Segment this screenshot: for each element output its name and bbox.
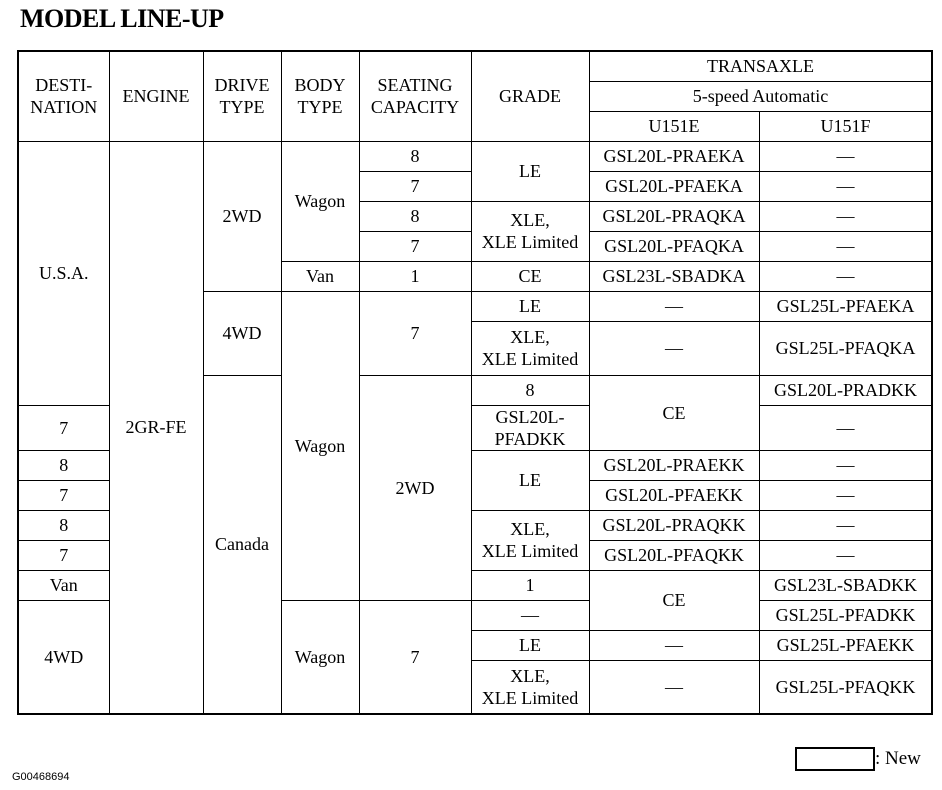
table-row [18, 141, 932, 171]
header-transaxle-sub: 5-speed Automatic [589, 81, 932, 111]
body-type-cell: Wagon [281, 141, 359, 261]
grade-cell: XLE, XLE Limited [471, 201, 589, 261]
dash-cell: — [759, 171, 932, 201]
model-cell: GSL20L-PRAEKK [589, 450, 759, 480]
drive-type-cell: 4WD [18, 600, 109, 714]
page-title: MODEL LINE-UP [20, 4, 224, 33]
seating-cell: 7 [359, 291, 471, 375]
model-cell: GSL25L-PFAEKK [759, 630, 932, 660]
grade-cell: XLE, XLE Limited [471, 660, 589, 714]
model-cell: GSL20L-PFAQKK [589, 540, 759, 570]
header-u151e: U151E [589, 111, 759, 141]
dash-cell: — [589, 291, 759, 321]
grade-cell: LE [471, 291, 589, 321]
body-type-cell: Wagon [281, 600, 359, 714]
dash-cell: — [759, 510, 932, 540]
model-cell: GSL23L-SBADKA [589, 261, 759, 291]
dash-cell: — [471, 600, 589, 630]
body-type-cell: Van [18, 570, 109, 600]
header-body-type: BODY TYPE [281, 51, 359, 141]
header-engine: ENGINE [109, 51, 203, 141]
grade-cell: LE [471, 630, 589, 660]
dash-cell: — [589, 630, 759, 660]
new-legend-box [795, 747, 875, 771]
seating-cell: 7 [18, 405, 109, 450]
model-cell: GSL20L-PRAEKA [589, 141, 759, 171]
legend [795, 747, 921, 771]
seating-cell: 8 [359, 201, 471, 231]
seating-cell: 7 [359, 231, 471, 261]
destination-canada: Canada [203, 375, 281, 714]
figure-code: G00468694 [12, 771, 70, 783]
grade-cell: LE [471, 450, 589, 510]
model-cell: GSL20L-PRAQKK [589, 510, 759, 540]
dash-cell: — [759, 405, 932, 450]
header-grade: GRADE [471, 51, 589, 141]
drive-type-cell: 2WD [203, 141, 281, 291]
seating-cell: 7 [18, 540, 109, 570]
header-u151f: U151F [759, 111, 932, 141]
model-cell: GSL25L-PFAEKA [759, 291, 932, 321]
dash-cell: — [759, 261, 932, 291]
grade-cell: XLE, XLE Limited [471, 510, 589, 570]
drive-type-cell: 4WD [203, 291, 281, 375]
grade-cell: CE [589, 375, 759, 450]
grade-cell: LE [471, 141, 589, 201]
seating-cell: 7 [359, 600, 471, 714]
body-type-cell: Van [281, 261, 359, 291]
model-cell: GSL25L-PFADKK [759, 600, 932, 630]
model-cell: GSL23L-SBADKK [759, 570, 932, 600]
seating-cell: 1 [471, 570, 589, 600]
model-cell: GSL20L-PRADKK [759, 375, 932, 405]
model-cell: GSL20L-PFAEKA [589, 171, 759, 201]
seating-cell: 8 [18, 510, 109, 540]
seating-cell: 1 [359, 261, 471, 291]
model-cell: GSL20L-PFAEKK [589, 480, 759, 510]
model-cell: GSL20L-PFADKK [471, 405, 589, 450]
seating-cell: 7 [359, 171, 471, 201]
dash-cell: — [759, 540, 932, 570]
model-lineup-table [17, 50, 933, 715]
engine-cell: 2GR-FE [109, 141, 203, 714]
dash-cell: — [589, 660, 759, 714]
header-drive-type: DRIVE TYPE [203, 51, 281, 141]
header-seating-capacity: SEATING CAPACITY [359, 51, 471, 141]
dash-cell: — [759, 450, 932, 480]
dash-cell: — [759, 201, 932, 231]
dash-cell: — [589, 321, 759, 375]
seating-cell: 8 [18, 450, 109, 480]
header-destination: DESTI- NATION [18, 51, 109, 141]
legend-label: : New [875, 748, 921, 769]
destination-usa: U.S.A. [18, 141, 109, 405]
model-cell: GSL20L-PRAQKA [589, 201, 759, 231]
model-cell: GSL25L-PFAQKK [759, 660, 932, 714]
seating-cell: 7 [18, 480, 109, 510]
body-type-cell: Wagon [281, 291, 359, 600]
dash-cell: — [759, 480, 932, 510]
seating-cell: 8 [471, 375, 589, 405]
grade-cell: CE [471, 261, 589, 291]
seating-cell: 8 [359, 141, 471, 171]
header-transaxle: TRANSAXLE [589, 51, 932, 81]
model-cell: GSL25L-PFAQKA [759, 321, 932, 375]
drive-type-cell: 2WD [359, 375, 471, 600]
grade-cell: CE [589, 570, 759, 630]
model-cell: GSL20L-PFAQKA [589, 231, 759, 261]
grade-cell: XLE, XLE Limited [471, 321, 589, 375]
dash-cell: — [759, 231, 932, 261]
dash-cell: — [759, 141, 932, 171]
